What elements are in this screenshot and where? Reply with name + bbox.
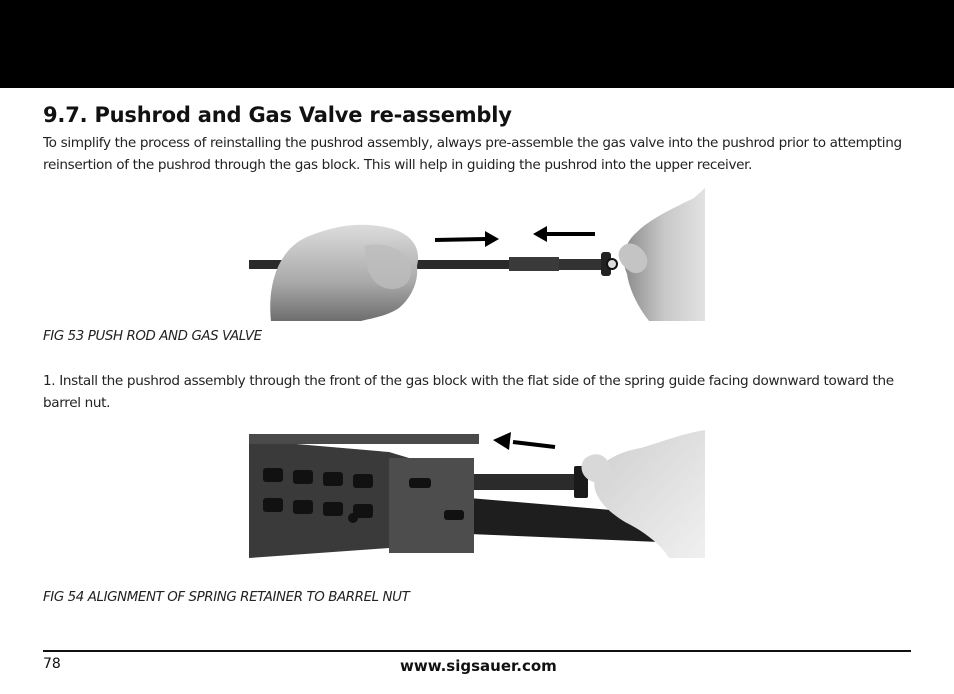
arrow-right-icon — [435, 231, 499, 247]
footer-divider — [43, 650, 911, 652]
arrow-left-icon — [533, 226, 595, 242]
arrow-left-icon — [493, 432, 555, 450]
step-1-text: 1. Install the pushrod assembly through the front of the gas block with the flat side of the spring guide facing downward toward the barrel nut. — [43, 373, 894, 411]
figure-53-photo — [249, 188, 705, 321]
page-number: 78 — [43, 656, 61, 672]
section-title: 9.7. Pushrod and Gas Valve re-assembly — [43, 103, 512, 127]
figure-53-caption: FIG 53 PUSH ROD AND GAS VALVE — [43, 329, 262, 344]
figure-54-photo — [249, 430, 705, 558]
figure-54-caption: FIG 54 ALIGNMENT OF SPRING RETAINER TO BARREL NUT — [43, 590, 410, 605]
footer-url: www.sigsauer.com — [400, 657, 557, 675]
header-bar — [0, 0, 954, 88]
gas-block-shape — [389, 458, 474, 553]
intro-paragraph: To simplify the process of reinstalling the pushrod assembly, always pre-assemble the gas valve into the pushrod prior to attempting reinsertion of the pushrod through the gas block. This will help in guiding the pushrod into the upper receiver. — [43, 135, 902, 173]
